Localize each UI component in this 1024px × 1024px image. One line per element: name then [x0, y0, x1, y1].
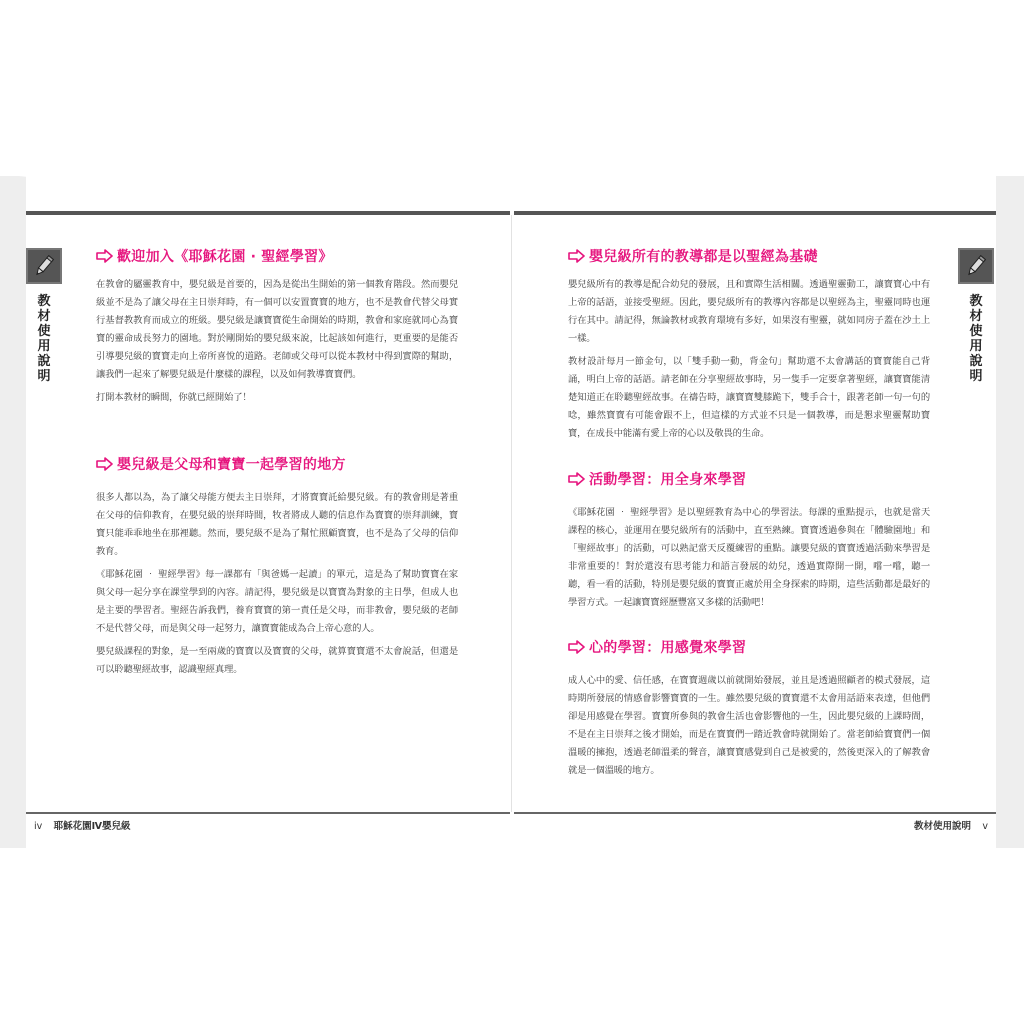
left-page-number: iv — [34, 821, 43, 832]
right-page-number: v — [982, 821, 988, 832]
paragraph: 在教會的屬靈教育中，嬰兒級是首要的，因為是從出生開始的第一個教育階段。然而嬰兒級並不是為了讓父母在主日崇拜時，有一個可以安置寶寶的地方，也不是教會代替父母實行基督教教育而成立的班級。嬰兒級是讓寶寶從生命開始的時期，教會和家庭就同心為寶寶的靈命成長努力的園地。對於剛開始的嬰兒級來說，比起該如何進行，更重要的是能否引導嬰兒級的寶寶走向上帝所喜悅的道路。老師或父母可以從本教材中得到實際的幫助，讓我們一起來了解嬰兒級是什麼樣的課程，以及如何教導寶寶們。 — [96, 279, 458, 380]
paragraph: 很多人都以為，為了讓父母能方便去主日崇拜，才將寶寶託給嬰兒級。有的教會則是著重在父母的信仰教育，在嬰兒級的崇拜時間，牧者將成人聽的信息作為寶寶的崇拜訓練，寶寶只能乖乖地坐在那裡聽。然而，嬰兒級不是為了幫忙照顧寶寶，也不是為了父母的信仰教育。 — [96, 492, 458, 557]
right-pencil-badge — [958, 248, 994, 284]
paragraph: 教材設計每月一節金句，以「雙手動一動，背金句」幫助還不太會講話的寶寶能自己背誦，明白上帝的話語。請老師在分享聖經故事時，另一隻手一定要拿著聖經，讓寶寶能清楚知道正在聆聽聖經故事。在禱告時，讓寶寶雙膝跪下，雙手合十，跟著老師一句一句的唸，雖然寶寶有可能會跟不上，但這樣的方式並不只是一個教導，而是懇求聖靈幫助寶寶，在成長中能滿有愛上帝的心以及敬畏的生命。 — [568, 356, 930, 439]
left-top-rule — [26, 211, 510, 215]
hand-arrow-icon — [568, 640, 586, 654]
hand-arrow-icon — [96, 457, 114, 471]
paragraph: 嬰兒級所有的教導是配合幼兒的發展，且和實際生活相關。透過聖靈動工，讓寶寶心中有上帝的話語，並接受聖經。因此，嬰兒級所有的教導內容都是以聖經為主，聖靈同時也運行在其中。請記得，無論教材或教育環境有多好，如果沒有聖靈，就如同房子蓋在沙土上一樣。 — [568, 279, 930, 344]
left-section-parents — [96, 455, 458, 684]
section-heading: 活動學習：用全身來學習 — [568, 470, 930, 488]
section-heading: 心的學習：用感覺來學習 — [568, 638, 930, 656]
left-section-welcome — [96, 247, 458, 412]
right-footer-title: 教材使用說明 — [914, 821, 972, 832]
right-section-activity — [568, 470, 930, 617]
paragraph: 《耶穌花園 ‧ 聖經學習》是以聖經教育為中心的學習法。每課的重點提示，也就是當天課程的核心，並運用在嬰兒級所有的活動中，直至熟練。寶寶透過參與在「體驗園地」和「聖經故事」的活動，可以熟記當天反覆練習的重點。讓嬰兒級的寶寶透過活動來學習是非常重要的！對於還沒有思考能力和語言發展的幼兒，透過實際開一開，嚐一嚐，聽一聽，看一看的活動，特別是嬰兒級的寶寶正處於用全身探索的時期，這些活動都是最好的學習方式。一起讓寶寶經歷豐富又多樣的活動吧！ — [568, 507, 930, 608]
left-side-label: 教材使用說明 — [37, 294, 51, 384]
left-footer-title: 耶穌花園Ⅳ嬰兒級 — [53, 821, 131, 832]
paragraph: 打開本教材的瞬間，你就已經開始了！ — [96, 392, 252, 403]
section-heading: 歡迎加入《耶穌花園 ‧ 聖經學習》 — [96, 247, 458, 265]
pencil-icon — [30, 252, 58, 280]
hand-arrow-icon — [96, 249, 114, 263]
right-bottom-rule — [514, 812, 996, 814]
pencil-icon — [962, 252, 990, 280]
paragraph: 《耶穌花園 ‧ 聖經學習》每一課都有「與爸媽一起讀」的單元，這是為了幫助寶寶在家與父母一起分享在課堂學到的內容。請記得，嬰兒級是以寶寶為對象的主日學，但成人也是主要的學習者。聖經告訴我們，養育寶寶的第一責任是父母，而非教會，嬰兒級的老師不是代替父母，而是與父母一起努力，讓寶寶能成為合上帝心意的人。 — [96, 569, 458, 634]
left-pencil-badge — [26, 248, 62, 284]
right-section-heart — [568, 638, 930, 785]
paragraph: 嬰兒級課程的對象，是一至兩歲的寶寶以及寶寶的父母，就算寶寶還不太會說話，但還是可以聆聽聖經故事，認識聖經真理。 — [96, 646, 458, 675]
hand-arrow-icon — [568, 249, 586, 263]
left-bottom-rule — [26, 812, 510, 814]
left-footer — [34, 818, 131, 832]
section-heading: 嬰兒級是父母和寶寶一起學習的地方 — [96, 455, 458, 473]
right-section-bible — [568, 247, 930, 448]
gutter — [511, 215, 512, 812]
hand-arrow-icon — [568, 472, 586, 486]
right-footer — [914, 818, 988, 832]
right-top-rule — [514, 211, 996, 215]
right-side-label: 教材使用說明 — [969, 294, 983, 384]
section-heading: 嬰兒級所有的教導都是以聖經為基礎 — [568, 247, 930, 265]
paragraph: 成人心中的愛、信任感，在寶寶週歲以前就開始發展，並且是透過照顧者的模式發展，這時期所發展的情感會影響寶寶的一生。雖然嬰兒級的寶寶還不太會用話語來表達，但他們卻是用感覺在學習。寶寶所參與的教會生活也會影響他的一生，因此嬰兒級的上課時間，不是在主日崇拜之後才開始，而是在寶寶們一踏近教會時就開始了。當老師給寶寶們一個溫暖的擁抱，透過老師溫柔的聲音，讓寶寶感覺到自己是被愛的，然後更深入的了解教會就是一個溫暖的地方。 — [568, 675, 930, 776]
